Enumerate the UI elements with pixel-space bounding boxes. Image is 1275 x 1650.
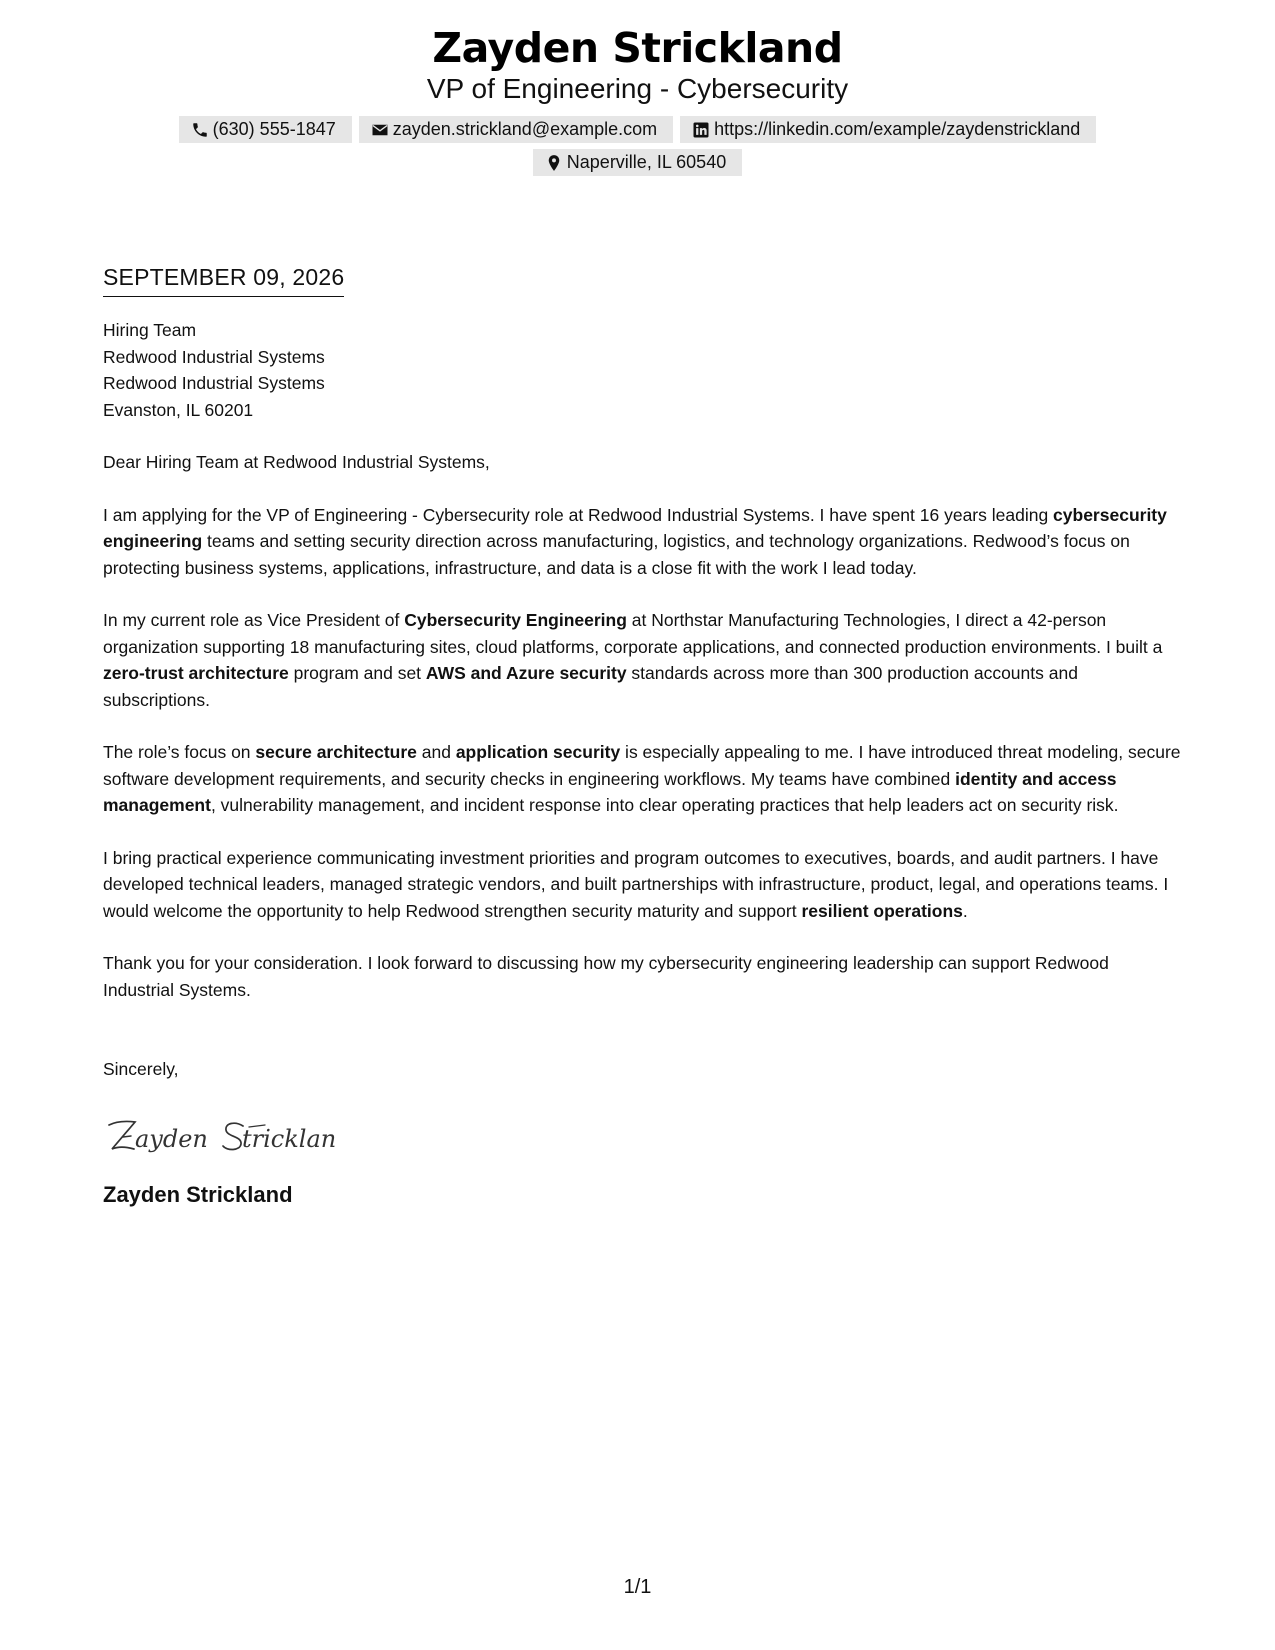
recipient-line: Redwood Industrial Systems — [103, 373, 325, 393]
recipient-address — [103, 317, 1183, 423]
applicant-title: VP of Engineering - Cybersecurity — [426, 73, 849, 104]
contact-phone[interactable] — [179, 116, 352, 143]
letter-body — [103, 262, 1183, 1209]
text-run: I am applying for the VP of Engineering - Cybersecurity role at Redwood Industrial Systems. I have spent 16 years leading — [103, 504, 1054, 525]
email-text: zayden.strickland@example.com — [392, 119, 658, 139]
text-run: , vulnerability management, and incident response into clear operating practices that help leaders act on security risk. — [210, 795, 1119, 815]
linkedin-text: https://linkedin.com/example/zaydenstrickland — [714, 119, 1081, 139]
text-run: standards across more than 300 production accounts and subscriptions. — [103, 663, 1078, 710]
contact-location — [533, 149, 742, 176]
signer-name: Zayden Strickland — [103, 1181, 293, 1207]
letter-header — [0, 22, 1275, 176]
text-run: . — [962, 900, 968, 921]
text-run: is especially appealing to me. I have introduced threat modeling, secure software development requirements, and security checks in engineering workflows. My teams have combined — [103, 742, 1181, 789]
text-run: The role’s focus on — [103, 742, 256, 762]
signature-letters: tricklan — [242, 1124, 337, 1153]
contact-linkedin[interactable] — [680, 116, 1096, 143]
phone-icon — [191, 121, 209, 139]
recipient-line: Redwood Industrial Systems — [103, 346, 325, 367]
bold-phrase: identity and access management — [103, 768, 1117, 815]
letter-date: SEPTEMBER 09, 2026 — [103, 262, 344, 297]
paragraph-5 — [103, 950, 1183, 1003]
map-pin-icon — [545, 154, 563, 172]
paragraph-4 — [103, 845, 1183, 925]
recipient-line: Evanston, IL 60201 — [103, 399, 254, 420]
text-run: program and set — [288, 663, 426, 683]
signature-letters: ayden — [135, 1124, 208, 1153]
bold-phrase: secure architecture — [255, 742, 417, 762]
closing-line: Sincerely, — [103, 1059, 179, 1079]
contact-email[interactable] — [359, 116, 673, 143]
linkedin-icon — [692, 121, 710, 139]
bold-phrase: AWS and Azure security — [425, 663, 627, 683]
text-run: Thank you for your consideration. I look forward to discussing how my cybersecurity engineering leadership can support Redwood Industrial Systems. — [103, 953, 1109, 1000]
paragraph-1 — [103, 502, 1183, 582]
bold-phrase: Cybersecurity Engineering — [404, 610, 627, 630]
contact-row — [0, 116, 1275, 143]
text-run: I bring practical experience communicating investment priorities and program outcomes to executives, boards, and audit partners. I have developed technical leaders, managed strategic vendors, and built partnerships with infrastructure, product, legal, and operations teams. I would welcome the opportunity to help Redwood strengthen security maturity and support — [103, 847, 1169, 921]
bold-phrase: application security — [455, 742, 621, 762]
text-run: and — [416, 742, 456, 762]
recipient-line: Hiring Team — [103, 320, 197, 340]
text-run: at Northstar Manufacturing Technologies, I direct a 42-person organization supporting 18 manufacturing sites, cloud platforms, corporate applications, and connected production environments. I built a — [103, 610, 1163, 657]
applicant-name: Zayden Strickland — [432, 24, 843, 72]
bold-phrase: cybersecurity engineering — [103, 504, 1167, 551]
text-run: In my current role as Vice President of — [103, 610, 405, 630]
phone-text: (630) 555-1847 — [212, 119, 336, 139]
signature-graphic — [103, 1111, 373, 1161]
text-run: teams and setting security direction across manufacturing, logistics, and technology organizations. Redwood’s focus on protecting business systems, applications, infrastructure, and data is a close fit with the work I lead today. — [103, 531, 1130, 578]
paragraph-3 — [103, 739, 1183, 819]
bold-phrase: resilient operations — [801, 900, 963, 921]
paragraph-2 — [103, 607, 1183, 713]
envelope-icon — [371, 121, 389, 139]
location-text: Naperville, IL 60540 — [566, 152, 727, 172]
salutation: Dear Hiring Team at Redwood Industrial Systems, — [103, 452, 490, 472]
page-number: 1/1 — [623, 1576, 652, 1598]
handwritten-signature — [103, 1111, 1183, 1161]
contact-row-second — [0, 149, 1275, 176]
bold-phrase: zero-trust architecture — [103, 663, 289, 683]
